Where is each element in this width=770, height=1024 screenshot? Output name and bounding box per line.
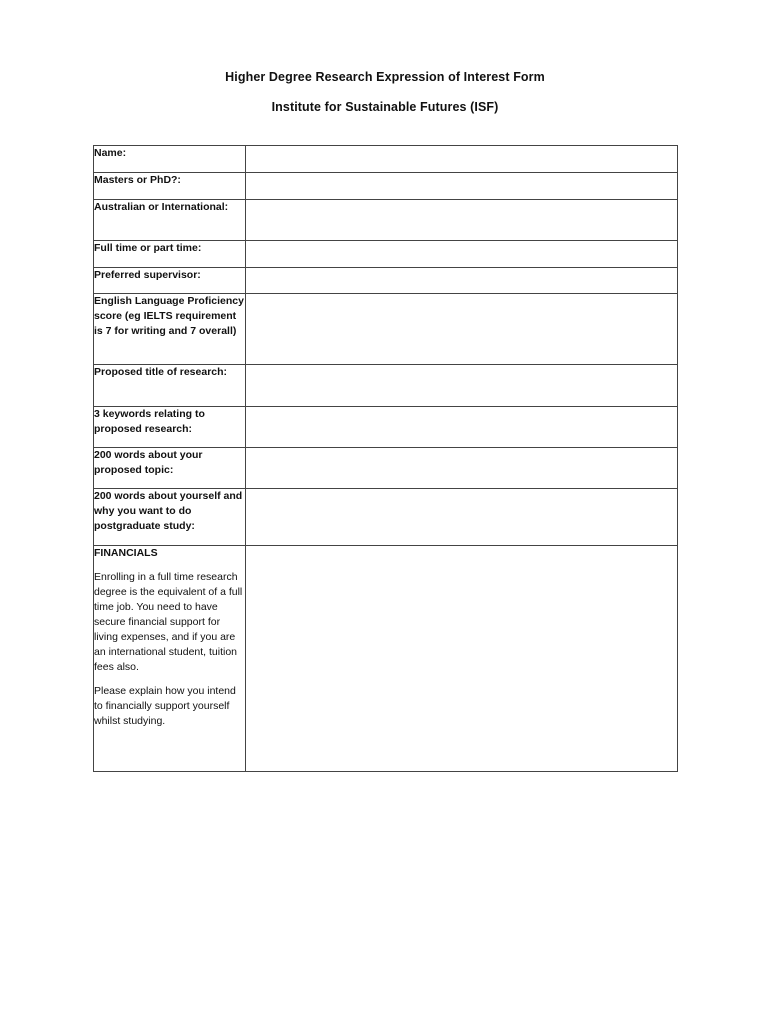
study-mode-field[interactable]	[246, 241, 678, 268]
research-title-label: Proposed title of research:	[94, 365, 246, 407]
form-row-title	[94, 365, 678, 407]
english-score-field[interactable]	[246, 294, 678, 365]
keywords-field[interactable]	[246, 407, 678, 448]
form-row-topic	[94, 448, 678, 489]
financials-label-cell	[94, 546, 246, 772]
financials-field[interactable]	[246, 546, 678, 772]
degree-label: Masters or PhD?:	[94, 173, 246, 200]
form-title: Higher Degree Research Expression of Interest Form	[225, 70, 545, 84]
about-yourself-field[interactable]	[246, 489, 678, 546]
study-mode-label: Full time or part time:	[94, 241, 246, 268]
financials-paragraph-1: Enrolling in a full time research degree is the equivalent of a full time job. You need to have secure financial support for living expenses, and if you are an international student, tuition fees also.	[94, 571, 243, 673]
topic-words-label: 200 words about your proposed topic:	[94, 448, 246, 489]
form-row-keywords	[94, 407, 678, 448]
form-row-degree	[94, 173, 678, 200]
form-row-english	[94, 294, 678, 365]
form-row-financials	[94, 546, 678, 772]
english-score-label: English Language Proficiency score (eg IELTS requirement is 7 for writing and 7 overall)	[94, 294, 246, 365]
financials-heading: FINANCIALS	[94, 547, 158, 559]
research-title-field[interactable]	[246, 365, 678, 407]
residency-field[interactable]	[246, 200, 678, 241]
supervisor-label: Preferred supervisor:	[94, 268, 246, 294]
form-row-about-yourself	[94, 489, 678, 546]
topic-words-field[interactable]	[246, 448, 678, 489]
form-row-name	[94, 146, 678, 173]
name-label: Name:	[94, 146, 246, 173]
name-field[interactable]	[246, 146, 678, 173]
residency-label: Australian or International:	[94, 200, 246, 241]
form-row-residency	[94, 200, 678, 241]
interest-form-table	[93, 145, 678, 772]
form-subtitle: Institute for Sustainable Futures (ISF)	[271, 100, 499, 114]
keywords-label: 3 keywords relating to proposed research:	[94, 407, 246, 448]
form-row-supervisor	[94, 268, 678, 294]
financials-paragraph-2: Please explain how you intend to financially support yourself whilst studying.	[94, 685, 236, 727]
degree-field[interactable]	[246, 173, 678, 200]
supervisor-field[interactable]	[246, 268, 678, 294]
form-row-study-mode	[94, 241, 678, 268]
about-yourself-label: 200 words about yourself and why you want to do postgraduate study:	[94, 489, 246, 546]
